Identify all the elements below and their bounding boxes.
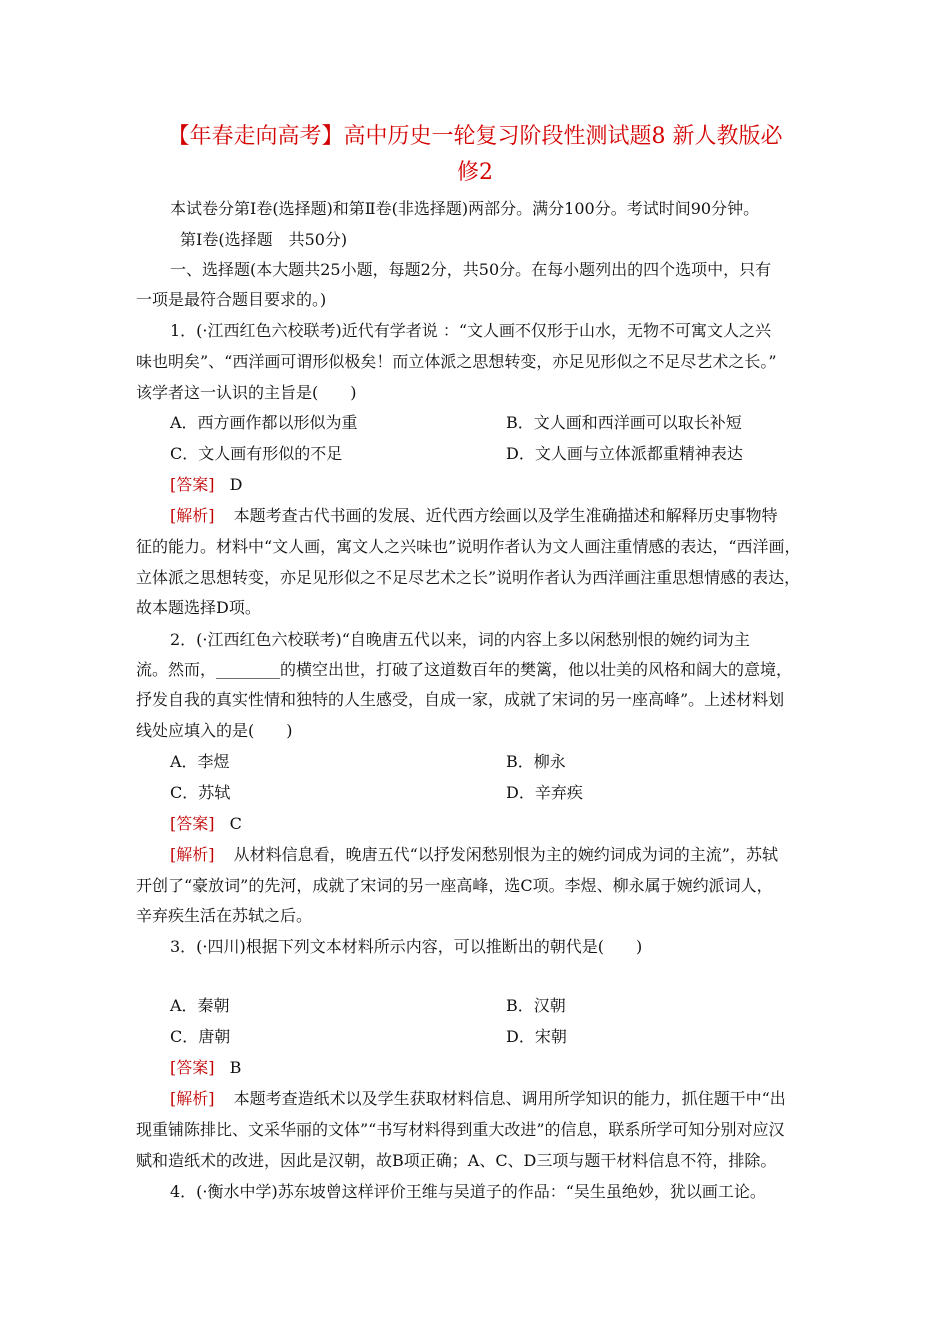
q1-option-c: C．文人画有形似的不足 bbox=[170, 444, 343, 463]
q3-option-a: A．秦朝 bbox=[170, 996, 230, 1015]
q2-option-a: A．李煜 bbox=[170, 752, 230, 771]
q2-answer-row bbox=[170, 814, 242, 834]
q2-stem-line1: 2．(·江西红色六校联考)“自晚唐五代以来，词的内容上多以闲愁别恨的婉约词为主 bbox=[170, 630, 750, 649]
q2-option-b: B．柳永 bbox=[506, 752, 566, 771]
q1-analysis-line4: 故本题选择D项。 bbox=[136, 598, 261, 617]
answer-tag: [答案] bbox=[170, 475, 215, 494]
q3-option-b: B．汉朝 bbox=[506, 996, 566, 1015]
q1-answer: D bbox=[229, 475, 243, 494]
q1-analysis-text: 本题考查古代书画的发展、近代西方绘画以及学生准确描述和解释历史事物特 bbox=[233, 506, 778, 525]
analysis-tag: [解析] bbox=[170, 506, 215, 525]
q2-option-d: D．辛弃疾 bbox=[506, 783, 583, 802]
q4-stem-line1: 4．(·衡水中学)苏东坡曾这样评价王维与吴道子的作品：“吴生虽绝妙，犹以画工论。 bbox=[170, 1182, 766, 1201]
q3-option-c: C．唐朝 bbox=[170, 1027, 231, 1046]
q1-analysis-line1 bbox=[170, 506, 778, 526]
doc-title-line2: 修2 bbox=[457, 160, 493, 185]
q2-analysis-text: 从材料信息看，晚唐五代“以抒发闲愁别恨为主的婉约词成为词的主流”，苏轼 bbox=[233, 845, 778, 864]
q3-analysis-line3: 赋和造纸术的改进，因此是汉朝，故B项正确；A、C、D三项与题干材料信息不符，排除。 bbox=[136, 1151, 777, 1170]
q1-option-a: A．西方画作都以形似为重 bbox=[170, 413, 358, 432]
q2-analysis-line1 bbox=[170, 845, 778, 865]
q1-analysis-line3: 立体派之思想转变，亦足见形似之不足尽艺术之长”说明作者认为西洋画注重思想情感的表达， bbox=[136, 568, 801, 587]
q1-stem-line3: 该学者这一认识的主旨是( ) bbox=[136, 383, 357, 402]
q1-stem-line2: 味也明矣”、“西洋画可谓形似极矣！而立体派之思想转变，亦足见形似之不足尽艺术之长。” bbox=[136, 352, 777, 371]
q3-option-d: D．宋朝 bbox=[506, 1027, 567, 1046]
q2-stem-line3: 抒发自我的真实性情和独特的人生感受，自成一家，成就了宋词的另一座高峰”。上述材料划 bbox=[136, 690, 785, 709]
q2-answer: C bbox=[229, 814, 242, 833]
q2-stem-line4: 线处应填入的是( ) bbox=[136, 721, 293, 740]
q1-analysis-line2: 征的能力。材料中“文人画，寓文人之兴味也”说明作者认为文人画注重情感的表达，“西洋画， bbox=[136, 537, 801, 556]
q3-stem-line1: 3．(·四川)根据下列文本材料所示内容，可以推断出的朝代是( ) bbox=[170, 937, 643, 956]
q2-analysis-line3: 辛弃疾生活在苏轼之后。 bbox=[136, 906, 313, 925]
q3-answer-row bbox=[170, 1058, 241, 1078]
doc-title-line1: 【年春走向高考】高中历史一轮复习阶段性测试题8 新人教版必 bbox=[167, 124, 783, 149]
analysis-tag: [解析] bbox=[170, 1089, 215, 1108]
q2-stem-line2: 流。然而，________的横空出世，打破了这道数百年的樊篱，他以壮美的风格和阔大的意境， bbox=[136, 660, 793, 679]
q3-answer: B bbox=[229, 1058, 242, 1077]
q2-analysis-line2: 开创了“豪放词”的先河，成就了宋词的另一座高峰，选C项。李煜、柳永属于婉约派词人， bbox=[136, 876, 773, 895]
part1-heading: 第Ⅰ卷(选择题 共50分) bbox=[180, 230, 348, 249]
q1-stem-line1: 1．(·江西红色六校联考)近代有学者说 ：“文人画不仅形于山水，无物不可寓文人之兴 bbox=[170, 321, 772, 340]
answer-tag: [答案] bbox=[170, 1058, 215, 1077]
answer-tag: [答案] bbox=[170, 814, 215, 833]
q2-option-c: C．苏轼 bbox=[170, 783, 231, 802]
q1-answer-row bbox=[170, 475, 242, 495]
q3-analysis-line1 bbox=[170, 1089, 786, 1109]
q3-analysis-text: 本题考查造纸术以及学生获取材料信息、调用所学知识的能力，抓住题干中“出 bbox=[233, 1089, 786, 1108]
q1-option-b: B．文人画和西洋画可以取长补短 bbox=[506, 413, 742, 432]
section-heading-line1: 一、选择题(本大题共25小题，每题2分，共50分。在每小题列出的四个选项中，只有 bbox=[170, 260, 772, 279]
analysis-tag: [解析] bbox=[170, 845, 215, 864]
section-heading-line2: 一项是最符合题目要求的。) bbox=[136, 290, 327, 309]
q3-analysis-line2: 现重铺陈排比、文采华丽的文体”“书写材料得到重大改进”的信息，联系所学可知分别对应汉 bbox=[136, 1120, 785, 1139]
intro-text: 本试卷分第Ⅰ卷(选择题)和第Ⅱ卷(非选择题)两部分。满分100分。考试时间90分钟。 bbox=[170, 199, 760, 218]
q1-option-d: D．文人画与立体派都重精神表达 bbox=[506, 444, 743, 463]
